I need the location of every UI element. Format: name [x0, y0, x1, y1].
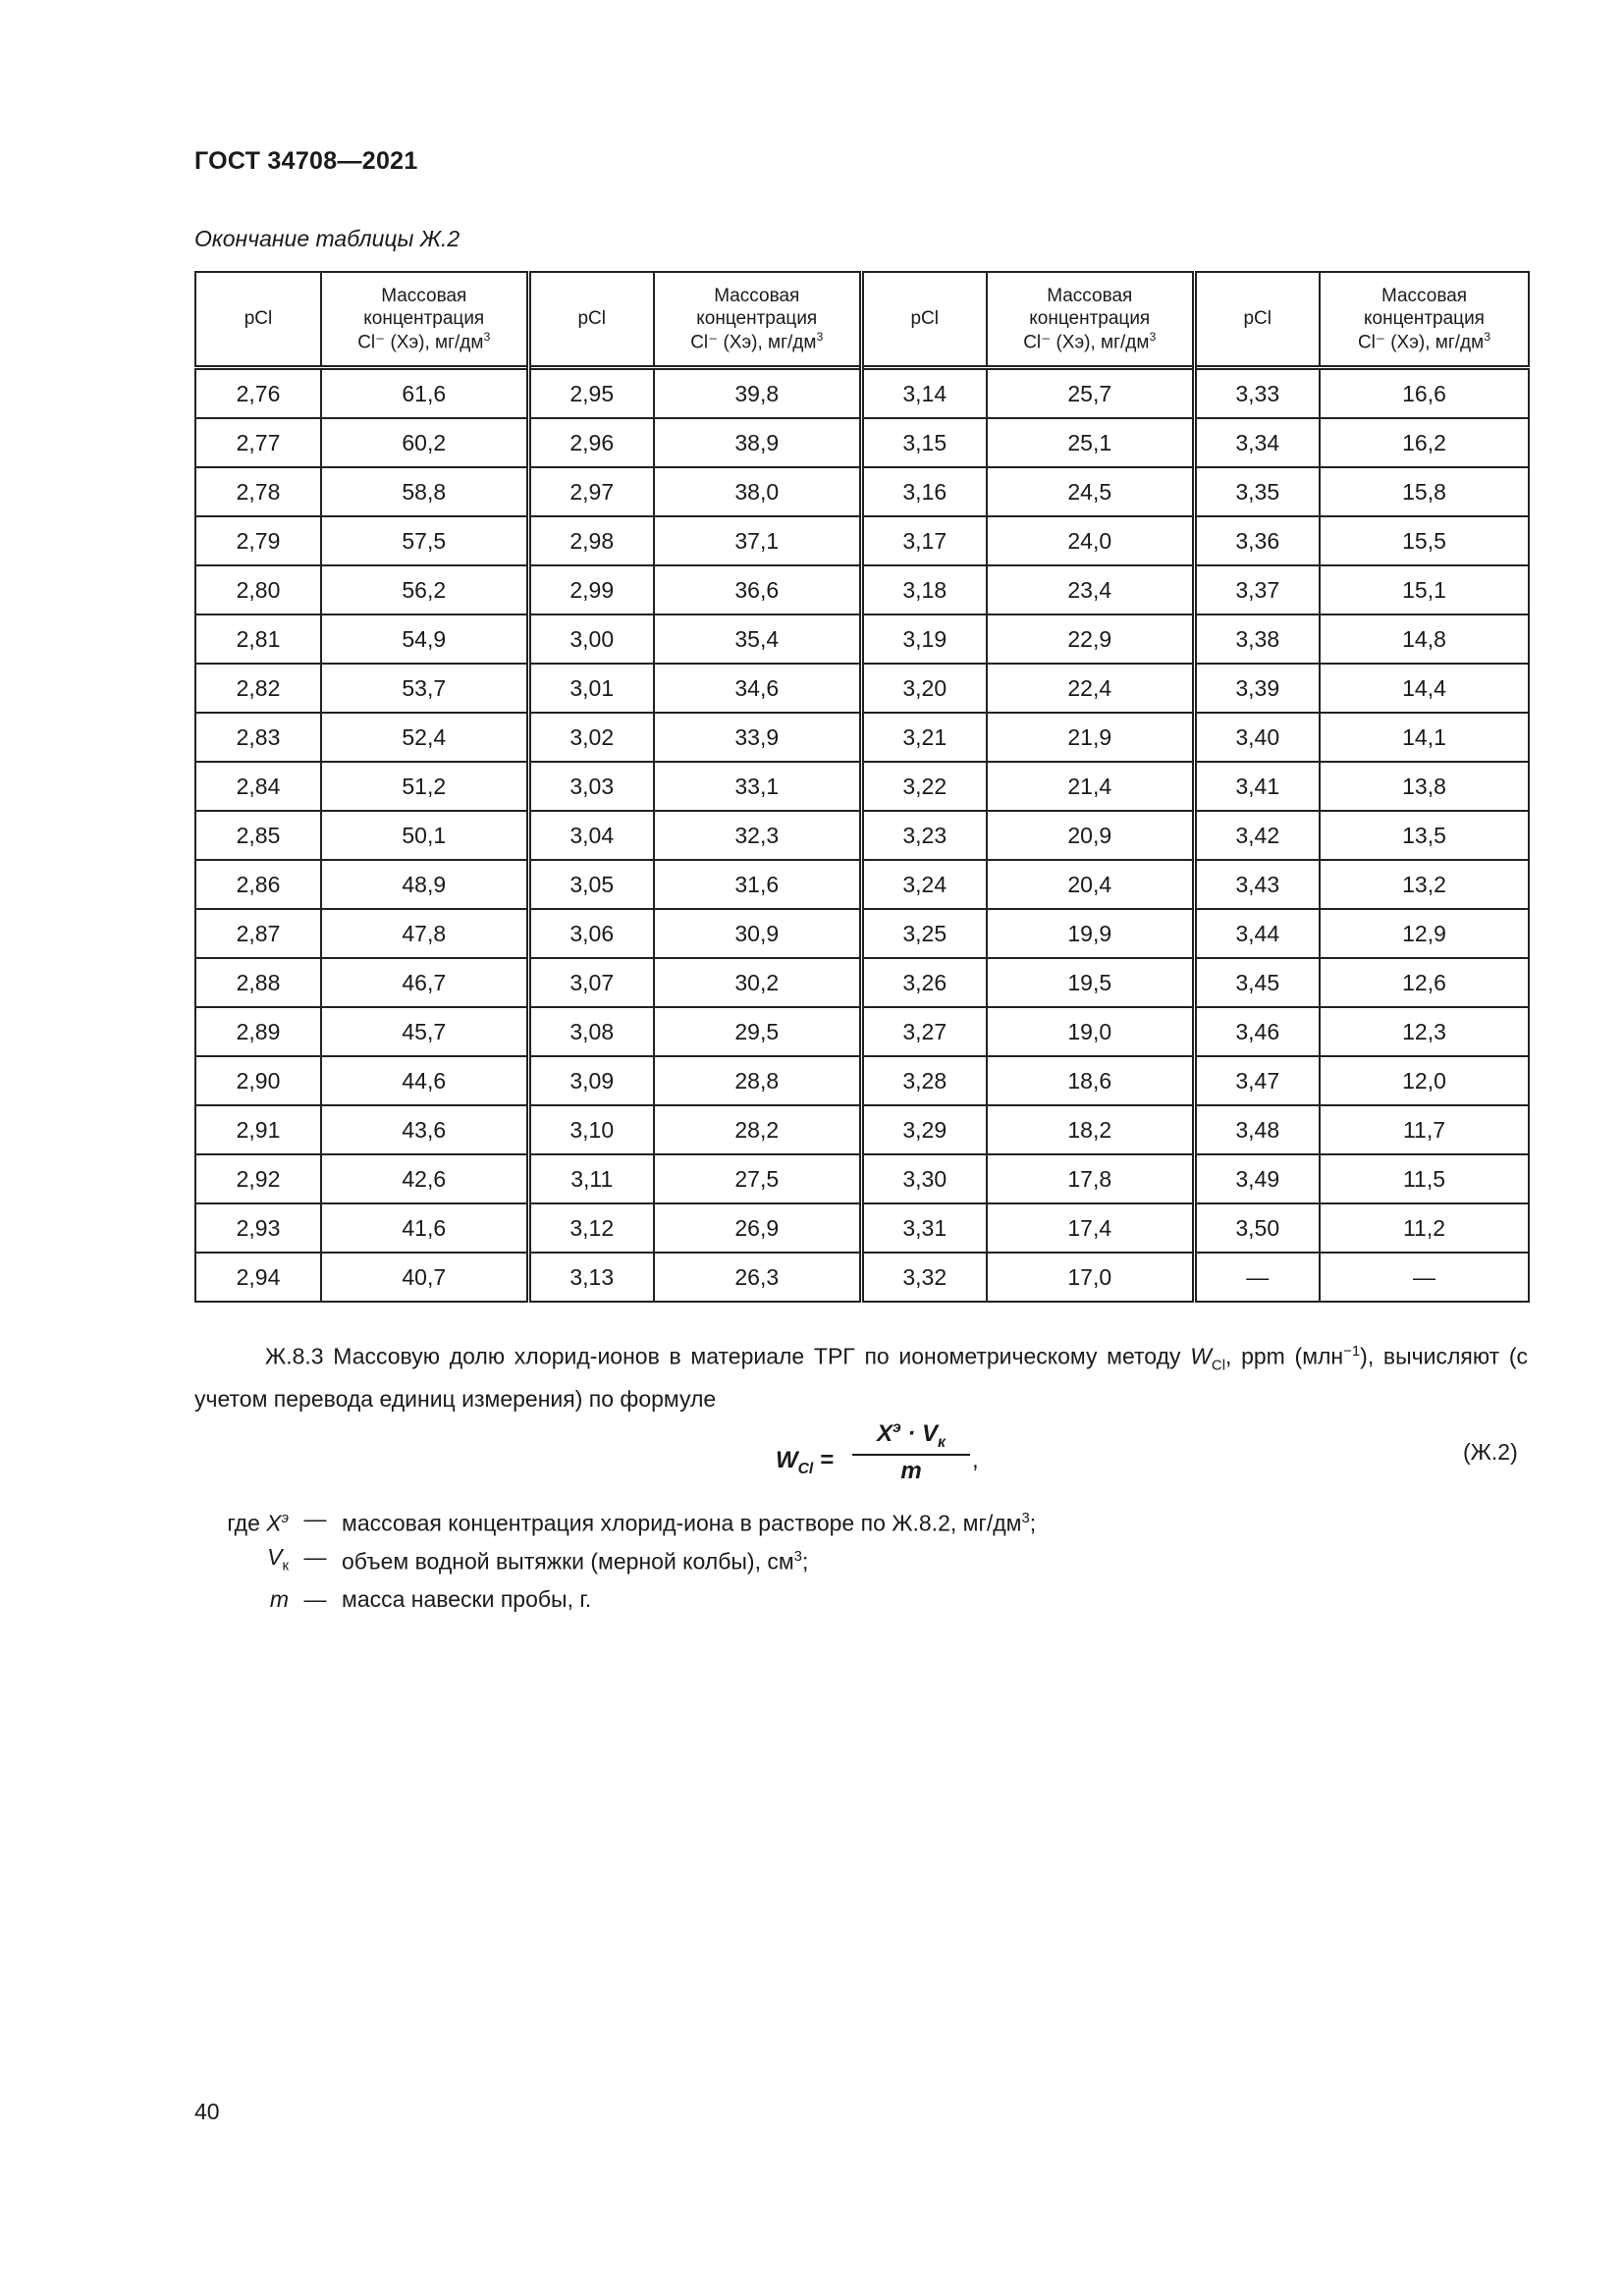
cell-concentration: 13,8	[1320, 762, 1529, 811]
cell-concentration: 15,8	[1320, 467, 1529, 516]
cell-concentration: 12,0	[1320, 1056, 1529, 1105]
cell-pcl: 2,84	[195, 762, 321, 811]
cell-pcl: 3,30	[861, 1154, 987, 1203]
legend-description	[342, 1582, 591, 1616]
cell-pcl: 2,88	[195, 958, 321, 1007]
cell-concentration: 19,9	[987, 909, 1194, 958]
header-pcl: pCl	[195, 272, 321, 368]
cell-pcl: 3,34	[1194, 418, 1320, 467]
formula-comma: ,	[972, 1447, 979, 1473]
cell-concentration: 50,1	[321, 811, 528, 860]
cell-pcl: 3,01	[528, 664, 654, 713]
cell-pcl: 3,46	[1194, 1007, 1320, 1056]
cell-pcl: 3,28	[861, 1056, 987, 1105]
equation-number: (Ж.2)	[1463, 1439, 1518, 1465]
cell-concentration: 15,5	[1320, 516, 1529, 565]
cell-pcl: 3,27	[861, 1007, 987, 1056]
cell-pcl: 2,99	[528, 565, 654, 614]
header-conc-sup: 3	[1149, 329, 1157, 344]
cell-pcl: 3,47	[1194, 1056, 1320, 1105]
cell-pcl: 3,22	[861, 762, 987, 811]
formula-lhs	[776, 1447, 834, 1478]
cell-concentration: 17,4	[987, 1203, 1194, 1253]
formula-v-sub: к	[938, 1433, 946, 1451]
cell-concentration: 35,4	[654, 614, 861, 664]
header-conc-line1: Массовая	[1380, 285, 1468, 306]
cell-pcl: 3,41	[1194, 762, 1320, 811]
legend-lead: где	[227, 1510, 260, 1536]
cell-concentration: 30,9	[654, 909, 861, 958]
cell-pcl: 3,17	[861, 516, 987, 565]
cell-concentration: 40,7	[321, 1253, 528, 1302]
cell-pcl: 3,00	[528, 614, 654, 664]
cell-pcl: 3,24	[861, 860, 987, 909]
header-conc-line1: Массовая	[381, 285, 467, 306]
legend-text: масса навески пробы, г.	[342, 1586, 592, 1613]
cell-pcl: 3,14	[861, 368, 987, 419]
cell-pcl: 3,29	[861, 1105, 987, 1154]
formula-numerator	[852, 1419, 970, 1456]
formula-x-sup: э	[893, 1419, 901, 1436]
table-row	[195, 1203, 1529, 1253]
cell-pcl: 3,39	[1194, 664, 1320, 713]
cell-pcl: 2,94	[195, 1253, 321, 1302]
variable-legend	[202, 1502, 1036, 1616]
cell-pcl: 3,32	[861, 1253, 987, 1302]
legend-text-sup: 3	[1021, 1510, 1030, 1526]
cell-pcl: 2,81	[195, 614, 321, 664]
cell-pcl: 3,31	[861, 1203, 987, 1253]
cell-pcl: —	[1194, 1253, 1320, 1302]
cell-concentration: 33,9	[654, 713, 861, 762]
table-row	[195, 565, 1529, 614]
cell-concentration: 29,5	[654, 1007, 861, 1056]
cell-pcl: 2,86	[195, 860, 321, 909]
cell-concentration: 16,2	[1320, 418, 1529, 467]
header-conc-line2: концентрация	[363, 307, 485, 329]
legend-text: объем водной вытяжки (мерной колбы), см	[342, 1548, 794, 1575]
legend-symbol-cell	[202, 1502, 289, 1540]
cell-concentration: 11,7	[1320, 1105, 1529, 1154]
cell-pcl: 3,43	[1194, 860, 1320, 909]
cell-concentration: 25,7	[987, 368, 1194, 419]
legend-symbol-sub: к	[282, 1557, 289, 1575]
cell-pcl: 3,23	[861, 811, 987, 860]
header-conc-line2: концентрация	[696, 307, 818, 329]
cell-concentration: 23,4	[987, 565, 1194, 614]
w-subscript: Cl	[1211, 1357, 1226, 1374]
cell-pcl: 3,13	[528, 1253, 654, 1302]
cell-pcl: 3,07	[528, 958, 654, 1007]
chloride-concentration-table	[194, 271, 1530, 1303]
header-conc-line3: Cl⁻ (Хэ), мг/дм	[690, 332, 817, 353]
cell-concentration: 34,6	[654, 664, 861, 713]
cell-pcl: 3,08	[528, 1007, 654, 1056]
cell-concentration: 28,8	[654, 1056, 861, 1105]
cell-pcl: 3,36	[1194, 516, 1320, 565]
cell-pcl: 3,45	[1194, 958, 1320, 1007]
table-row	[195, 958, 1529, 1007]
cell-pcl: 3,21	[861, 713, 987, 762]
table-row	[195, 418, 1529, 467]
cell-pcl: 3,05	[528, 860, 654, 909]
cell-concentration: 22,4	[987, 664, 1194, 713]
cell-concentration: 43,6	[321, 1105, 528, 1154]
paragraph-zh-8-3	[194, 1335, 1528, 1415]
cell-pcl: 3,10	[528, 1105, 654, 1154]
header-pcl: pCl	[528, 272, 654, 368]
legend-symbol-cell	[202, 1582, 289, 1616]
cell-concentration: 24,0	[987, 516, 1194, 565]
cell-pcl: 3,26	[861, 958, 987, 1007]
cell-concentration: 13,2	[1320, 860, 1529, 909]
cell-concentration: 39,8	[654, 368, 861, 419]
cell-pcl: 3,48	[1194, 1105, 1320, 1154]
cell-concentration: 45,7	[321, 1007, 528, 1056]
cell-pcl: 3,25	[861, 909, 987, 958]
cell-concentration: 53,7	[321, 664, 528, 713]
cell-pcl: 3,42	[1194, 811, 1320, 860]
header-concentration	[987, 272, 1194, 368]
cell-pcl: 3,09	[528, 1056, 654, 1105]
legend-description	[342, 1502, 1036, 1540]
header-concentration	[1320, 272, 1529, 368]
table-row	[195, 1007, 1529, 1056]
cell-pcl: 2,82	[195, 664, 321, 713]
cell-pcl: 3,16	[861, 467, 987, 516]
cell-pcl: 2,97	[528, 467, 654, 516]
header-conc-line3: Cl⁻ (Хэ), мг/дм	[357, 332, 484, 353]
cell-concentration: 33,1	[654, 762, 861, 811]
table-body	[195, 368, 1529, 1303]
table-header-row	[195, 272, 1529, 368]
header-conc-sup: 3	[1484, 329, 1491, 344]
formula-w: W	[776, 1447, 798, 1473]
legend-tail: ;	[801, 1548, 809, 1575]
table-row	[195, 1253, 1529, 1302]
legend-row	[202, 1502, 1036, 1540]
table-row	[195, 713, 1529, 762]
cell-concentration: 44,6	[321, 1056, 528, 1105]
cell-concentration: 13,5	[1320, 811, 1529, 860]
cell-concentration: 46,7	[321, 958, 528, 1007]
header-conc-line3: Cl⁻ (Хэ), мг/дм	[1357, 332, 1485, 353]
cell-concentration: 14,4	[1320, 664, 1529, 713]
cell-pcl: 3,35	[1194, 467, 1320, 516]
table-row	[195, 664, 1529, 713]
cell-pcl: 3,19	[861, 614, 987, 664]
table-row	[195, 1105, 1529, 1154]
cell-concentration: 51,2	[321, 762, 528, 811]
legend-symbol: V	[267, 1543, 283, 1570]
header-conc-sup: 3	[483, 329, 491, 344]
header-conc-line3: Cl⁻ (Хэ), мг/дм	[1023, 332, 1150, 353]
cell-concentration: 58,8	[321, 467, 528, 516]
legend-row	[202, 1540, 1036, 1583]
cell-concentration: 57,5	[321, 516, 528, 565]
cell-pcl: 2,90	[195, 1056, 321, 1105]
document-code: ГОСТ 34708—2021	[194, 147, 418, 175]
paragraph-text-1: Ж.8.3 Массовую долю хлорид-ионов в материале ТРГ по ионометрическому методу	[265, 1343, 1191, 1369]
page-number: 40	[194, 2099, 220, 2124]
cell-concentration: 12,3	[1320, 1007, 1529, 1056]
table-row	[195, 1056, 1529, 1105]
cell-pcl: 2,85	[195, 811, 321, 860]
legend-row	[202, 1582, 1036, 1616]
table-row	[195, 762, 1529, 811]
cell-concentration: 18,6	[987, 1056, 1194, 1105]
cell-concentration: 61,6	[321, 368, 528, 419]
cell-pcl: 2,93	[195, 1203, 321, 1253]
header-conc-line2: концентрация	[1364, 307, 1485, 329]
table-row	[195, 909, 1529, 958]
cell-pcl: 2,77	[195, 418, 321, 467]
header-conc-line1: Массовая	[714, 285, 800, 306]
cell-pcl: 2,80	[195, 565, 321, 614]
cell-concentration: 20,9	[987, 811, 1194, 860]
cell-concentration: 41,6	[321, 1203, 528, 1253]
formula-w-sub: Cl	[797, 1460, 814, 1477]
cell-pcl: 3,20	[861, 664, 987, 713]
cell-pcl: 2,78	[195, 467, 321, 516]
cell-concentration: 56,2	[321, 565, 528, 614]
formula-dot: ·	[900, 1420, 923, 1447]
cell-concentration: 17,0	[987, 1253, 1194, 1302]
cell-concentration: 37,1	[654, 516, 861, 565]
cell-pcl: 2,91	[195, 1105, 321, 1154]
cell-pcl: 2,83	[195, 713, 321, 762]
cell-concentration: 54,9	[321, 614, 528, 664]
cell-concentration: 52,4	[321, 713, 528, 762]
cell-concentration: 38,9	[654, 418, 861, 467]
legend-dash: —	[303, 1543, 327, 1570]
cell-concentration: 31,6	[654, 860, 861, 909]
cell-concentration: 36,6	[654, 565, 861, 614]
paragraph-text-2: , ppm (млн	[1225, 1343, 1344, 1369]
cell-pcl: 3,44	[1194, 909, 1320, 958]
paragraph-text-3: ), вычисляют (с учетом перевода единиц измерения) по формуле	[194, 1343, 1528, 1413]
header-conc-line1: Массовая	[1047, 285, 1133, 306]
table-row	[195, 614, 1529, 664]
paragraph-sup: −1	[1343, 1343, 1361, 1360]
cell-concentration: 24,5	[987, 467, 1194, 516]
cell-concentration: 48,9	[321, 860, 528, 909]
table-row	[195, 860, 1529, 909]
cell-concentration: 19,5	[987, 958, 1194, 1007]
cell-pcl: 3,03	[528, 762, 654, 811]
cell-concentration: 19,0	[987, 1007, 1194, 1056]
formula-denominator: m	[900, 1457, 922, 1484]
cell-pcl: 3,37	[1194, 565, 1320, 614]
table-row	[195, 811, 1529, 860]
cell-concentration: 21,9	[987, 713, 1194, 762]
cell-concentration: 15,1	[1320, 565, 1529, 614]
cell-concentration: 30,2	[654, 958, 861, 1007]
cell-pcl: 3,04	[528, 811, 654, 860]
cell-concentration: 21,4	[987, 762, 1194, 811]
header-concentration	[654, 272, 861, 368]
header-conc-line2: концентрация	[1029, 307, 1151, 329]
w-symbol: W	[1190, 1343, 1212, 1369]
cell-concentration: 47,8	[321, 909, 528, 958]
header-concentration	[321, 272, 528, 368]
cell-concentration: 14,1	[1320, 713, 1529, 762]
cell-concentration: 42,6	[321, 1154, 528, 1203]
cell-pcl: 2,92	[195, 1154, 321, 1203]
cell-pcl: 3,33	[1194, 368, 1320, 419]
header-pcl: pCl	[861, 272, 987, 368]
cell-concentration: 26,3	[654, 1253, 861, 1302]
cell-concentration: 12,6	[1320, 958, 1529, 1007]
table-row	[195, 1154, 1529, 1203]
cell-pcl: 3,11	[528, 1154, 654, 1203]
cell-concentration: 28,2	[654, 1105, 861, 1154]
cell-concentration: 17,8	[987, 1154, 1194, 1203]
cell-pcl: 2,96	[528, 418, 654, 467]
legend-description	[342, 1540, 808, 1583]
cell-concentration: 11,2	[1320, 1203, 1529, 1253]
legend-text-sup: 3	[793, 1547, 802, 1565]
header-pcl: pCl	[1194, 272, 1320, 368]
cell-pcl: 3,49	[1194, 1154, 1320, 1203]
cell-pcl: 2,98	[528, 516, 654, 565]
table-caption: Окончание таблицы Ж.2	[194, 226, 460, 251]
table-row	[195, 368, 1529, 419]
cell-pcl: 3,40	[1194, 713, 1320, 762]
cell-concentration: 18,2	[987, 1105, 1194, 1154]
cell-concentration: 26,9	[654, 1203, 861, 1253]
cell-pcl: 2,87	[195, 909, 321, 958]
cell-concentration: —	[1320, 1253, 1529, 1302]
legend-dash: —	[303, 1586, 327, 1613]
cell-pcl: 3,06	[528, 909, 654, 958]
cell-pcl: 2,76	[195, 368, 321, 419]
cell-concentration: 27,5	[654, 1154, 861, 1203]
cell-concentration: 11,5	[1320, 1154, 1529, 1203]
table-row	[195, 516, 1529, 565]
cell-pcl: 3,50	[1194, 1203, 1320, 1253]
cell-pcl: 3,38	[1194, 614, 1320, 664]
formula-x: Х	[877, 1420, 893, 1447]
cell-pcl: 2,95	[528, 368, 654, 419]
legend-symbol: Х	[266, 1510, 282, 1536]
legend-symbol: m	[269, 1586, 289, 1613]
cell-pcl: 2,79	[195, 516, 321, 565]
cell-concentration: 32,3	[654, 811, 861, 860]
legend-dash: —	[303, 1506, 327, 1531]
cell-concentration: 20,4	[987, 860, 1194, 909]
cell-pcl: 3,12	[528, 1203, 654, 1253]
cell-concentration: 25,1	[987, 418, 1194, 467]
cell-concentration: 16,6	[1320, 368, 1529, 419]
cell-pcl: 3,15	[861, 418, 987, 467]
formula-v: V	[922, 1420, 939, 1447]
cell-pcl: 3,18	[861, 565, 987, 614]
formula-equals: =	[813, 1447, 834, 1473]
cell-pcl: 3,02	[528, 713, 654, 762]
cell-concentration: 12,9	[1320, 909, 1529, 958]
cell-concentration: 22,9	[987, 614, 1194, 664]
formula-fraction	[852, 1419, 970, 1485]
legend-tail: ;	[1029, 1510, 1037, 1536]
cell-concentration: 38,0	[654, 467, 861, 516]
cell-pcl: 2,89	[195, 1007, 321, 1056]
cell-concentration: 14,8	[1320, 614, 1529, 664]
legend-text: массовая концентрация хлорид-иона в растворе по Ж.8.2, мг/дм	[342, 1510, 1022, 1536]
legend-symbol-sup: э	[281, 1510, 289, 1526]
cell-concentration: 60,2	[321, 418, 528, 467]
header-conc-sup: 3	[816, 329, 824, 344]
table-row	[195, 467, 1529, 516]
legend-symbol-cell	[202, 1540, 289, 1583]
